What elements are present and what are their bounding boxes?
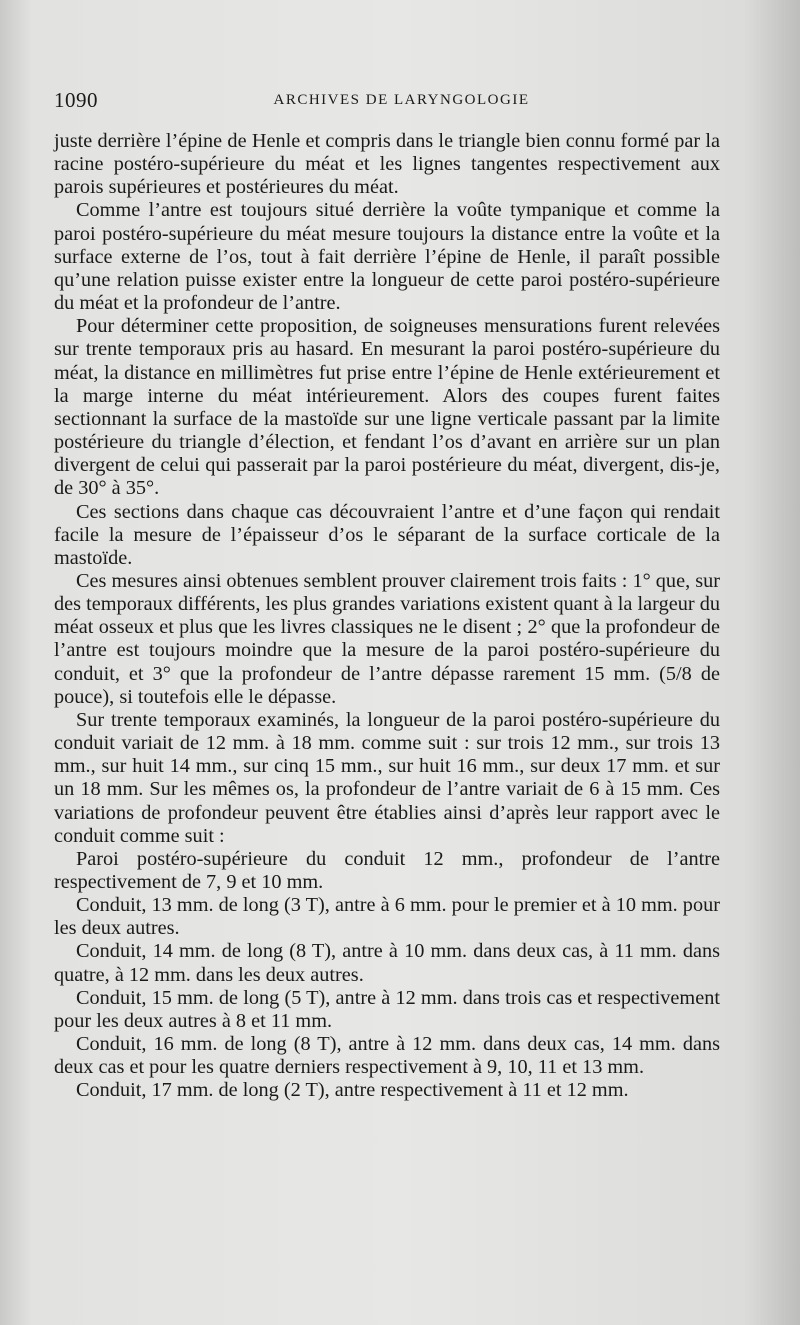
paragraph: Paroi postéro-supérieure du conduit 12 mm., profondeur de l’antre respectivement de 7, 9 et 10 mm.	[54, 847, 720, 893]
paragraph: Sur trente temporaux examinés, la longueur de la paroi postéro-supérieure du conduit variait de 12 mm. à 18 mm. comme suit : sur trois 12 mm., sur trois 13 mm., sur huit 14 mm., sur cinq 15 mm., sur huit 16 mm., sur deux 17 mm. et sur un 18 mm. Sur les mêmes os, la profondeur de l’antre variait de 6 à 15 mm. Ces variations de profondeur peuvent être établies ainsi d’après leur rapport avec le conduit comme suit :	[54, 708, 720, 847]
paragraph: Conduit, 15 mm. de long (5 T), antre à 12 mm. dans trois cas et respectivement pour les deux autres à 8 et 11 mm.	[54, 986, 720, 1032]
paragraph: Comme l’antre est toujours situé derrière la voûte tympanique et comme la paroi postéro-supérieure du méat mesure toujours la distance entre la voûte et la surface externe de l’os, tout à fait derrière l’épine de Henle, il paraît possible qu’une relation puisse exister entre la longueur de cette paroi postéro-supérieure du méat et la profondeur de l’antre.	[54, 199, 720, 315]
paragraph: Conduit, 13 mm. de long (3 T), antre à 6 mm. pour le premier et à 10 mm. pour les deux autres.	[54, 894, 720, 940]
paragraph: Conduit, 16 mm. de long (8 T), antre à 12 mm. dans deux cas, 14 mm. dans deux cas et pour les quatre derniers respectivement à 9, 10, 11 et 13 mm.	[54, 1033, 720, 1079]
paragraph: Ces mesures ainsi obtenues semblent prouver clairement trois faits : 1° que, sur des temporaux différents, les plus grandes variations existent quant à la largeur du méat osseux et plus que les livres classiques ne le disent ; 2° que la profondeur de l’antre est toujours moindre que la mesure de la paroi postéro-supérieure du conduit, et 3° que la profondeur de l’antre dépasse rarement 15 mm. (5/8 de pouce), si toutefois elle le dépasse.	[54, 569, 720, 708]
paragraph: Conduit, 14 mm. de long (8 T), antre à 10 mm. dans deux cas, à 11 mm. dans quatre, à 12 mm. dans les deux autres.	[54, 940, 720, 986]
paragraph: Conduit, 17 mm. de long (2 T), antre respectivement à 11 et 12 mm.	[76, 1079, 629, 1102]
paragraph-continuation: juste derrière l’épine de Henle et compris dans le triangle bien connu formé par la racine postéro-supérieure du méat et les lignes tangentes respectivement aux parois supérieures et postérieures du méat.	[54, 130, 720, 199]
body-text	[54, 130, 720, 1103]
page-header	[54, 88, 719, 118]
paragraph: Ces sections dans chaque cas découvraient l’antre et d’une façon qui rendait facile la mesure de l’épaisseur d’os le séparant de la surface corticale de la mastoïde.	[54, 500, 720, 569]
page-number: 1090	[54, 88, 98, 112]
paragraph: Pour déterminer cette proposition, de soigneuses mensurations furent relevées sur trente temporaux pris au hasard. En mesurant la paroi postéro-supérieure du méat, la distance en millimètres fut prise entre l’épine de Henle extérieurement et la marge interne du méat intérieurement. Alors des coupes furent faites sectionnant la surface de la mastoïde sur une ligne verticale passant par la limite postérieure du triangle d’élection, et fendant l’os d’avant en arrière sur un plan divergent de celui qui passerait par la paroi postérieure du méat, divergent, dis-je, de 30° à 35°.	[54, 315, 720, 500]
running-title: ARCHIVES DE LARYNGOLOGIE	[273, 92, 530, 108]
